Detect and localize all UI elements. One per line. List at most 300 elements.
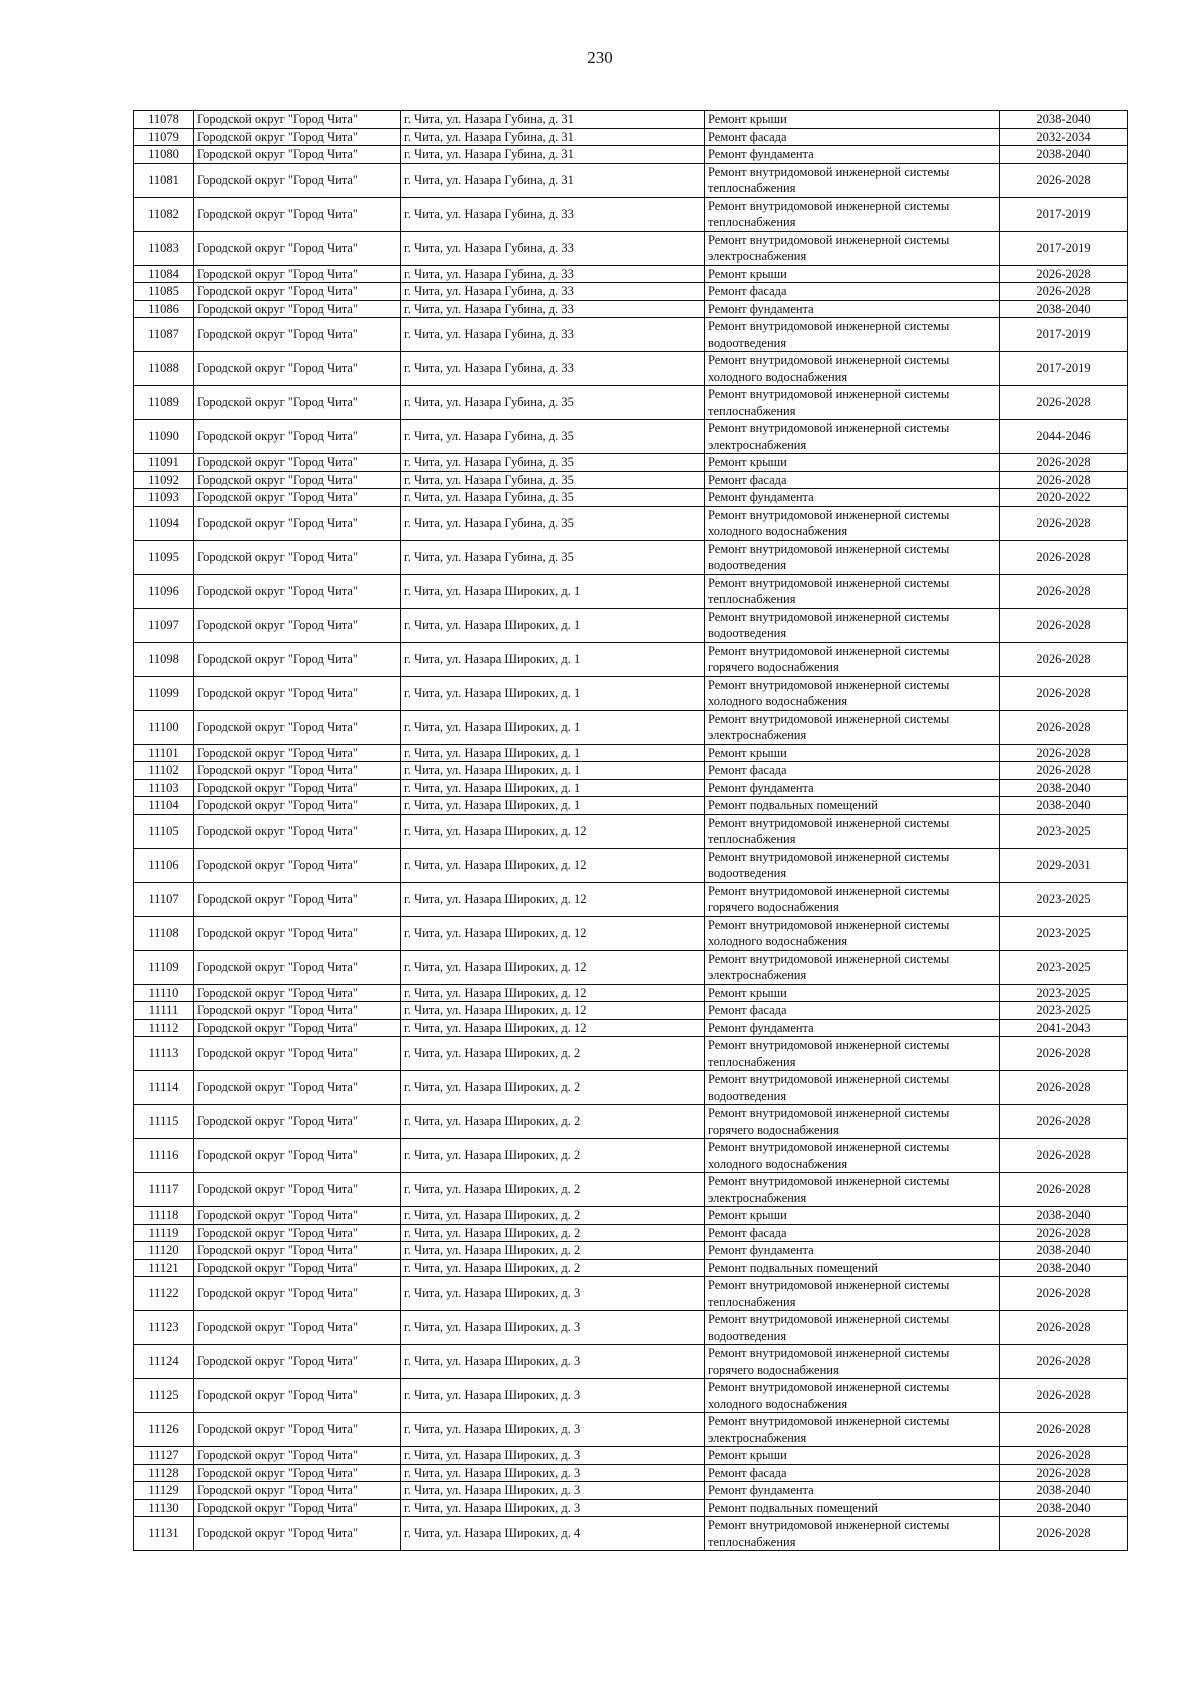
municipality-cell: Городской округ "Город Чита" xyxy=(194,506,401,540)
table-row xyxy=(134,489,1128,507)
work-type-cell: Ремонт внутридомовой инженерной системы горячего водоснабжения xyxy=(705,1345,1000,1379)
work-type-cell: Ремонт фундамента xyxy=(705,779,1000,797)
row-number-cell: 11119 xyxy=(134,1224,194,1242)
table-row xyxy=(134,779,1128,797)
row-number-cell: 11084 xyxy=(134,265,194,283)
table-row xyxy=(134,231,1128,265)
table-row xyxy=(134,1464,1128,1482)
municipality-cell: Городской округ "Город Чита" xyxy=(194,1139,401,1173)
table-row xyxy=(134,283,1128,301)
period-cell: 2026-2028 xyxy=(1000,386,1128,420)
municipality-cell: Городской округ "Город Чита" xyxy=(194,1173,401,1207)
work-type-cell: Ремонт фасада xyxy=(705,1464,1000,1482)
address-cell: г. Чита, ул. Назара Губина, д. 31 xyxy=(401,146,705,164)
municipality-cell: Городской округ "Город Чита" xyxy=(194,1105,401,1139)
row-number-cell: 11088 xyxy=(134,352,194,386)
municipality-cell: Городской округ "Город Чита" xyxy=(194,111,401,129)
work-type-cell: Ремонт фасада xyxy=(705,762,1000,780)
period-cell: 2026-2028 xyxy=(1000,283,1128,301)
municipality-cell: Городской округ "Город Чита" xyxy=(194,1037,401,1071)
table-row xyxy=(134,574,1128,608)
address-cell: г. Чита, ул. Назара Губина, д. 35 xyxy=(401,386,705,420)
period-cell: 2026-2028 xyxy=(1000,1277,1128,1311)
period-cell: 2041-2043 xyxy=(1000,1019,1128,1037)
work-type-cell: Ремонт внутридомовой инженерной системы электроснабжения xyxy=(705,420,1000,454)
row-number-cell: 11098 xyxy=(134,642,194,676)
municipality-cell: Городской округ "Город Чита" xyxy=(194,1345,401,1379)
row-number-cell: 11079 xyxy=(134,128,194,146)
period-cell: 2026-2028 xyxy=(1000,744,1128,762)
work-type-cell: Ремонт внутридомовой инженерной системы теплоснабжения xyxy=(705,814,1000,848)
period-cell: 2017-2019 xyxy=(1000,352,1128,386)
municipality-cell: Городской округ "Город Чита" xyxy=(194,1379,401,1413)
period-cell: 2032-2034 xyxy=(1000,128,1128,146)
address-cell: г. Чита, ул. Назара Широких, д. 2 xyxy=(401,1259,705,1277)
work-type-cell: Ремонт внутридомовой инженерной системы холодного водоснабжения xyxy=(705,506,1000,540)
address-cell: г. Чита, ул. Назара Широких, д. 1 xyxy=(401,676,705,710)
address-cell: г. Чита, ул. Назара Губина, д. 33 xyxy=(401,283,705,301)
work-type-cell: Ремонт фасада xyxy=(705,1224,1000,1242)
address-cell: г. Чита, ул. Назара Широких, д. 2 xyxy=(401,1242,705,1260)
work-type-cell: Ремонт крыши xyxy=(705,984,1000,1002)
row-number-cell: 11086 xyxy=(134,300,194,318)
row-number-cell: 11101 xyxy=(134,744,194,762)
address-cell: г. Чита, ул. Назара Губина, д. 33 xyxy=(401,352,705,386)
work-type-cell: Ремонт внутридомовой инженерной системы горячего водоснабжения xyxy=(705,882,1000,916)
municipality-cell: Городской округ "Город Чита" xyxy=(194,762,401,780)
table-row xyxy=(134,1242,1128,1260)
period-cell: 2038-2040 xyxy=(1000,300,1128,318)
work-type-cell: Ремонт крыши xyxy=(705,744,1000,762)
row-number-cell: 11130 xyxy=(134,1499,194,1517)
address-cell: г. Чита, ул. Назара Широких, д. 1 xyxy=(401,797,705,815)
work-type-cell: Ремонт крыши xyxy=(705,1207,1000,1225)
row-number-cell: 11105 xyxy=(134,814,194,848)
work-type-cell: Ремонт внутридомовой инженерной системы горячего водоснабжения xyxy=(705,642,1000,676)
address-cell: г. Чита, ул. Назара Широких, д. 3 xyxy=(401,1277,705,1311)
municipality-cell: Городской округ "Город Чита" xyxy=(194,814,401,848)
municipality-cell: Городской округ "Город Чита" xyxy=(194,386,401,420)
table-row xyxy=(134,882,1128,916)
address-cell: г. Чита, ул. Назара Широких, д. 3 xyxy=(401,1311,705,1345)
row-number-cell: 11090 xyxy=(134,420,194,454)
municipality-cell: Городской округ "Город Чита" xyxy=(194,779,401,797)
period-cell: 2026-2028 xyxy=(1000,710,1128,744)
period-cell: 2044-2046 xyxy=(1000,420,1128,454)
municipality-cell: Городской округ "Город Чита" xyxy=(194,848,401,882)
address-cell: г. Чита, ул. Назара Широких, д. 3 xyxy=(401,1464,705,1482)
period-cell: 2026-2028 xyxy=(1000,642,1128,676)
period-cell: 2026-2028 xyxy=(1000,1037,1128,1071)
address-cell: г. Чита, ул. Назара Широких, д. 2 xyxy=(401,1105,705,1139)
municipality-cell: Городской округ "Город Чита" xyxy=(194,1071,401,1105)
work-type-cell: Ремонт фундамента xyxy=(705,300,1000,318)
address-cell: г. Чита, ул. Назара Широких, д. 2 xyxy=(401,1173,705,1207)
work-type-cell: Ремонт подвальных помещений xyxy=(705,1499,1000,1517)
row-number-cell: 11124 xyxy=(134,1345,194,1379)
municipality-cell: Городской округ "Город Чита" xyxy=(194,197,401,231)
municipality-cell: Городской округ "Город Чита" xyxy=(194,608,401,642)
period-cell: 2023-2025 xyxy=(1000,916,1128,950)
address-cell: г. Чита, ул. Назара Губина, д. 31 xyxy=(401,111,705,129)
municipality-cell: Городской округ "Город Чита" xyxy=(194,420,401,454)
table-row xyxy=(134,386,1128,420)
period-cell: 2026-2028 xyxy=(1000,163,1128,197)
address-cell: г. Чита, ул. Назара Губина, д. 33 xyxy=(401,231,705,265)
work-type-cell: Ремонт внутридомовой инженерной системы теплоснабжения xyxy=(705,1517,1000,1551)
work-type-cell: Ремонт внутридомовой инженерной системы электроснабжения xyxy=(705,1173,1000,1207)
row-number-cell: 11112 xyxy=(134,1019,194,1037)
row-number-cell: 11094 xyxy=(134,506,194,540)
municipality-cell: Городской округ "Город Чита" xyxy=(194,1002,401,1020)
table-row xyxy=(134,848,1128,882)
table-row xyxy=(134,420,1128,454)
period-cell: 2026-2028 xyxy=(1000,1345,1128,1379)
address-cell: г. Чита, ул. Назара Широких, д. 2 xyxy=(401,1139,705,1173)
period-cell: 2026-2028 xyxy=(1000,1071,1128,1105)
municipality-cell: Городской округ "Город Чита" xyxy=(194,984,401,1002)
municipality-cell: Городской округ "Город Чита" xyxy=(194,1019,401,1037)
address-cell: г. Чита, ул. Назара Широких, д. 3 xyxy=(401,1482,705,1500)
work-type-cell: Ремонт фасада xyxy=(705,283,1000,301)
table-row xyxy=(134,1224,1128,1242)
municipality-cell: Городской округ "Город Чита" xyxy=(194,318,401,352)
work-type-cell: Ремонт внутридомовой инженерной системы холодного водоснабжения xyxy=(705,1379,1000,1413)
work-type-cell: Ремонт внутридомовой инженерной системы электроснабжения xyxy=(705,231,1000,265)
address-cell: г. Чита, ул. Назара Губина, д. 33 xyxy=(401,318,705,352)
municipality-cell: Городской округ "Город Чита" xyxy=(194,1259,401,1277)
table-row xyxy=(134,1345,1128,1379)
table-row xyxy=(134,1002,1128,1020)
work-type-cell: Ремонт внутридомовой инженерной системы водоотведения xyxy=(705,1311,1000,1345)
table-row xyxy=(134,916,1128,950)
municipality-cell: Городской округ "Город Чита" xyxy=(194,128,401,146)
municipality-cell: Городской округ "Город Чита" xyxy=(194,642,401,676)
period-cell: 2023-2025 xyxy=(1000,950,1128,984)
period-cell: 2026-2028 xyxy=(1000,1173,1128,1207)
municipality-cell: Городской округ "Город Чита" xyxy=(194,146,401,164)
address-cell: г. Чита, ул. Назара Широких, д. 1 xyxy=(401,710,705,744)
table-row xyxy=(134,454,1128,472)
municipality-cell: Городской округ "Город Чита" xyxy=(194,1482,401,1500)
address-cell: г. Чита, ул. Назара Губина, д. 35 xyxy=(401,454,705,472)
work-type-cell: Ремонт подвальных помещений xyxy=(705,797,1000,815)
address-cell: г. Чита, ул. Назара Широких, д. 3 xyxy=(401,1499,705,1517)
row-number-cell: 11100 xyxy=(134,710,194,744)
row-number-cell: 11103 xyxy=(134,779,194,797)
municipality-cell: Городской округ "Город Чита" xyxy=(194,163,401,197)
municipality-cell: Городской округ "Город Чита" xyxy=(194,676,401,710)
work-type-cell: Ремонт внутридомовой инженерной системы водоотведения xyxy=(705,848,1000,882)
address-cell: г. Чита, ул. Назара Широких, д. 2 xyxy=(401,1037,705,1071)
period-cell: 2038-2040 xyxy=(1000,1259,1128,1277)
work-type-cell: Ремонт внутридомовой инженерной системы теплоснабжения xyxy=(705,197,1000,231)
municipality-cell: Городской округ "Город Чита" xyxy=(194,797,401,815)
row-number-cell: 11102 xyxy=(134,762,194,780)
address-cell: г. Чита, ул. Назара Широких, д. 12 xyxy=(401,882,705,916)
work-type-cell: Ремонт внутридомовой инженерной системы теплоснабжения xyxy=(705,574,1000,608)
address-cell: г. Чита, ул. Назара Широких, д. 12 xyxy=(401,1019,705,1037)
address-cell: г. Чита, ул. Назара Широких, д. 1 xyxy=(401,574,705,608)
work-type-cell: Ремонт крыши xyxy=(705,454,1000,472)
row-number-cell: 11116 xyxy=(134,1139,194,1173)
row-number-cell: 11091 xyxy=(134,454,194,472)
row-number-cell: 11117 xyxy=(134,1173,194,1207)
period-cell: 2026-2028 xyxy=(1000,1517,1128,1551)
row-number-cell: 11093 xyxy=(134,489,194,507)
row-number-cell: 11108 xyxy=(134,916,194,950)
row-number-cell: 11109 xyxy=(134,950,194,984)
row-number-cell: 11099 xyxy=(134,676,194,710)
period-cell: 2026-2028 xyxy=(1000,762,1128,780)
table-row xyxy=(134,146,1128,164)
work-type-cell: Ремонт внутридомовой инженерной системы холодного водоснабжения xyxy=(705,1139,1000,1173)
table-row xyxy=(134,540,1128,574)
municipality-cell: Городской округ "Город Чита" xyxy=(194,1413,401,1447)
municipality-cell: Городской округ "Город Чита" xyxy=(194,489,401,507)
row-number-cell: 11118 xyxy=(134,1207,194,1225)
address-cell: г. Чита, ул. Назара Широких, д. 1 xyxy=(401,744,705,762)
work-type-cell: Ремонт внутридомовой инженерной системы водоотведения xyxy=(705,608,1000,642)
table-row xyxy=(134,1413,1128,1447)
address-cell: г. Чита, ул. Назара Губина, д. 35 xyxy=(401,540,705,574)
work-type-cell: Ремонт фасада xyxy=(705,1002,1000,1020)
municipality-cell: Городской округ "Город Чита" xyxy=(194,1464,401,1482)
work-type-cell: Ремонт фундамента xyxy=(705,1482,1000,1500)
address-cell: г. Чита, ул. Назара Широких, д. 2 xyxy=(401,1224,705,1242)
address-cell: г. Чита, ул. Назара Широких, д. 3 xyxy=(401,1413,705,1447)
work-type-cell: Ремонт фундамента xyxy=(705,1242,1000,1260)
repair-schedule-table xyxy=(133,110,1128,1551)
address-cell: г. Чита, ул. Назара Широких, д. 3 xyxy=(401,1447,705,1465)
row-number-cell: 11107 xyxy=(134,882,194,916)
table-row xyxy=(134,300,1128,318)
period-cell: 2017-2019 xyxy=(1000,231,1128,265)
period-cell: 2038-2040 xyxy=(1000,1482,1128,1500)
table-row xyxy=(134,1277,1128,1311)
work-type-cell: Ремонт внутридомовой инженерной системы горячего водоснабжения xyxy=(705,1105,1000,1139)
address-cell: г. Чита, ул. Назара Широких, д. 12 xyxy=(401,848,705,882)
work-type-cell: Ремонт внутридомовой инженерной системы теплоснабжения xyxy=(705,1277,1000,1311)
period-cell: 2026-2028 xyxy=(1000,1464,1128,1482)
work-type-cell: Ремонт фундамента xyxy=(705,146,1000,164)
work-type-cell: Ремонт крыши xyxy=(705,265,1000,283)
work-type-cell: Ремонт внутридомовой инженерной системы электроснабжения xyxy=(705,950,1000,984)
row-number-cell: 11097 xyxy=(134,608,194,642)
row-number-cell: 11126 xyxy=(134,1413,194,1447)
period-cell: 2020-2022 xyxy=(1000,489,1128,507)
table-row xyxy=(134,1379,1128,1413)
municipality-cell: Городской округ "Город Чита" xyxy=(194,454,401,472)
table-row xyxy=(134,1517,1128,1551)
table-row xyxy=(134,676,1128,710)
table-row xyxy=(134,1173,1128,1207)
address-cell: г. Чита, ул. Назара Широких, д. 12 xyxy=(401,950,705,984)
period-cell: 2017-2019 xyxy=(1000,197,1128,231)
table-row xyxy=(134,506,1128,540)
row-number-cell: 11085 xyxy=(134,283,194,301)
row-number-cell: 11087 xyxy=(134,318,194,352)
row-number-cell: 11131 xyxy=(134,1517,194,1551)
address-cell: г. Чита, ул. Назара Широких, д. 12 xyxy=(401,984,705,1002)
table-row xyxy=(134,1259,1128,1277)
table-row xyxy=(134,762,1128,780)
address-cell: г. Чита, ул. Назара Губина, д. 31 xyxy=(401,128,705,146)
row-number-cell: 11096 xyxy=(134,574,194,608)
address-cell: г. Чита, ул. Назара Широких, д. 1 xyxy=(401,642,705,676)
table-row xyxy=(134,1071,1128,1105)
table-row xyxy=(134,814,1128,848)
period-cell: 2029-2031 xyxy=(1000,848,1128,882)
work-type-cell: Ремонт внутридомовой инженерной системы холодного водоснабжения xyxy=(705,916,1000,950)
table-row xyxy=(134,128,1128,146)
table-row xyxy=(134,163,1128,197)
period-cell: 2038-2040 xyxy=(1000,1207,1128,1225)
row-number-cell: 11113 xyxy=(134,1037,194,1071)
period-cell: 2026-2028 xyxy=(1000,506,1128,540)
address-cell: г. Чита, ул. Назара Широких, д. 2 xyxy=(401,1207,705,1225)
municipality-cell: Городской округ "Город Чита" xyxy=(194,882,401,916)
work-type-cell: Ремонт внутридомовой инженерной системы электроснабжения xyxy=(705,1413,1000,1447)
address-cell: г. Чита, ул. Назара Губина, д. 35 xyxy=(401,471,705,489)
row-number-cell: 11114 xyxy=(134,1071,194,1105)
period-cell: 2026-2028 xyxy=(1000,1224,1128,1242)
table-body xyxy=(134,111,1128,1551)
address-cell: г. Чита, ул. Назара Широких, д. 12 xyxy=(401,814,705,848)
address-cell: г. Чита, ул. Назара Губина, д. 35 xyxy=(401,506,705,540)
row-number-cell: 11129 xyxy=(134,1482,194,1500)
address-cell: г. Чита, ул. Назара Широких, д. 3 xyxy=(401,1345,705,1379)
municipality-cell: Городской округ "Город Чита" xyxy=(194,283,401,301)
municipality-cell: Городской округ "Город Чита" xyxy=(194,916,401,950)
table-row xyxy=(134,1207,1128,1225)
address-cell: г. Чита, ул. Назара Губина, д. 35 xyxy=(401,420,705,454)
table-row xyxy=(134,1037,1128,1071)
period-cell: 2023-2025 xyxy=(1000,882,1128,916)
municipality-cell: Городской округ "Город Чита" xyxy=(194,574,401,608)
period-cell: 2023-2025 xyxy=(1000,814,1128,848)
work-type-cell: Ремонт внутридомовой инженерной системы холодного водоснабжения xyxy=(705,676,1000,710)
period-cell: 2038-2040 xyxy=(1000,146,1128,164)
table-row xyxy=(134,471,1128,489)
municipality-cell: Городской округ "Город Чита" xyxy=(194,265,401,283)
row-number-cell: 11110 xyxy=(134,984,194,1002)
table-row xyxy=(134,950,1128,984)
row-number-cell: 11078 xyxy=(134,111,194,129)
work-type-cell: Ремонт внутридомовой инженерной системы водоотведения xyxy=(705,318,1000,352)
period-cell: 2023-2025 xyxy=(1000,984,1128,1002)
municipality-cell: Городской округ "Город Чита" xyxy=(194,1224,401,1242)
table-row xyxy=(134,608,1128,642)
municipality-cell: Городской округ "Город Чита" xyxy=(194,1207,401,1225)
work-type-cell: Ремонт внутридомовой инженерной системы водоотведения xyxy=(705,1071,1000,1105)
row-number-cell: 11121 xyxy=(134,1259,194,1277)
period-cell: 2026-2028 xyxy=(1000,540,1128,574)
period-cell: 2026-2028 xyxy=(1000,1105,1128,1139)
table-row xyxy=(134,318,1128,352)
row-number-cell: 11106 xyxy=(134,848,194,882)
work-type-cell: Ремонт крыши xyxy=(705,111,1000,129)
row-number-cell: 11082 xyxy=(134,197,194,231)
table-row xyxy=(134,642,1128,676)
address-cell: г. Чита, ул. Назара Широких, д. 1 xyxy=(401,608,705,642)
row-number-cell: 11122 xyxy=(134,1277,194,1311)
work-type-cell: Ремонт крыши xyxy=(705,1447,1000,1465)
municipality-cell: Городской округ "Город Чита" xyxy=(194,471,401,489)
work-type-cell: Ремонт внутридомовой инженерной системы теплоснабжения xyxy=(705,163,1000,197)
period-cell: 2038-2040 xyxy=(1000,111,1128,129)
table-row xyxy=(134,111,1128,129)
municipality-cell: Городской округ "Город Чита" xyxy=(194,710,401,744)
period-cell: 2038-2040 xyxy=(1000,1499,1128,1517)
period-cell: 2038-2040 xyxy=(1000,1242,1128,1260)
table-row xyxy=(134,710,1128,744)
work-type-cell: Ремонт внутридомовой инженерной системы холодного водоснабжения xyxy=(705,352,1000,386)
address-cell: г. Чита, ул. Назара Широких, д. 4 xyxy=(401,1517,705,1551)
row-number-cell: 11089 xyxy=(134,386,194,420)
table-row xyxy=(134,1482,1128,1500)
municipality-cell: Городской округ "Город Чита" xyxy=(194,1242,401,1260)
period-cell: 2026-2028 xyxy=(1000,574,1128,608)
period-cell: 2026-2028 xyxy=(1000,1379,1128,1413)
address-cell: г. Чита, ул. Назара Губина, д. 33 xyxy=(401,265,705,283)
period-cell: 2038-2040 xyxy=(1000,779,1128,797)
period-cell: 2026-2028 xyxy=(1000,1311,1128,1345)
address-cell: г. Чита, ул. Назара Губина, д. 35 xyxy=(401,489,705,507)
table-row xyxy=(134,352,1128,386)
row-number-cell: 11120 xyxy=(134,1242,194,1260)
row-number-cell: 11123 xyxy=(134,1311,194,1345)
address-cell: г. Чита, ул. Назара Широких, д. 12 xyxy=(401,916,705,950)
row-number-cell: 11081 xyxy=(134,163,194,197)
address-cell: г. Чита, ул. Назара Широких, д. 12 xyxy=(401,1002,705,1020)
work-type-cell: Ремонт внутридомовой инженерной системы теплоснабжения xyxy=(705,1037,1000,1071)
row-number-cell: 11128 xyxy=(134,1464,194,1482)
municipality-cell: Городской округ "Город Чита" xyxy=(194,540,401,574)
table-row xyxy=(134,1447,1128,1465)
table-row xyxy=(134,1019,1128,1037)
row-number-cell: 11095 xyxy=(134,540,194,574)
table-row xyxy=(134,1499,1128,1517)
table-row xyxy=(134,984,1128,1002)
municipality-cell: Городской округ "Город Чита" xyxy=(194,1499,401,1517)
period-cell: 2026-2028 xyxy=(1000,1413,1128,1447)
page-number: 230 xyxy=(587,48,613,67)
row-number-cell: 11092 xyxy=(134,471,194,489)
period-cell: 2026-2028 xyxy=(1000,265,1128,283)
address-cell: г. Чита, ул. Назара Широких, д. 2 xyxy=(401,1071,705,1105)
period-cell: 2026-2028 xyxy=(1000,608,1128,642)
address-cell: г. Чита, ул. Назара Губина, д. 31 xyxy=(401,163,705,197)
row-number-cell: 11125 xyxy=(134,1379,194,1413)
address-cell: г. Чита, ул. Назара Широких, д. 1 xyxy=(401,762,705,780)
period-cell: 2023-2025 xyxy=(1000,1002,1128,1020)
table-row xyxy=(134,797,1128,815)
work-type-cell: Ремонт внутридомовой инженерной системы электроснабжения xyxy=(705,710,1000,744)
address-cell: г. Чита, ул. Назара Широких, д. 1 xyxy=(401,779,705,797)
municipality-cell: Городской округ "Город Чита" xyxy=(194,352,401,386)
municipality-cell: Городской округ "Город Чита" xyxy=(194,744,401,762)
period-cell: 2026-2028 xyxy=(1000,676,1128,710)
table-row xyxy=(134,744,1128,762)
address-cell: г. Чита, ул. Назара Широких, д. 3 xyxy=(401,1379,705,1413)
work-type-cell: Ремонт фундамента xyxy=(705,1019,1000,1037)
period-cell: 2017-2019 xyxy=(1000,318,1128,352)
table-row xyxy=(134,1139,1128,1173)
row-number-cell: 11127 xyxy=(134,1447,194,1465)
municipality-cell: Городской округ "Город Чита" xyxy=(194,950,401,984)
municipality-cell: Городской округ "Город Чита" xyxy=(194,231,401,265)
